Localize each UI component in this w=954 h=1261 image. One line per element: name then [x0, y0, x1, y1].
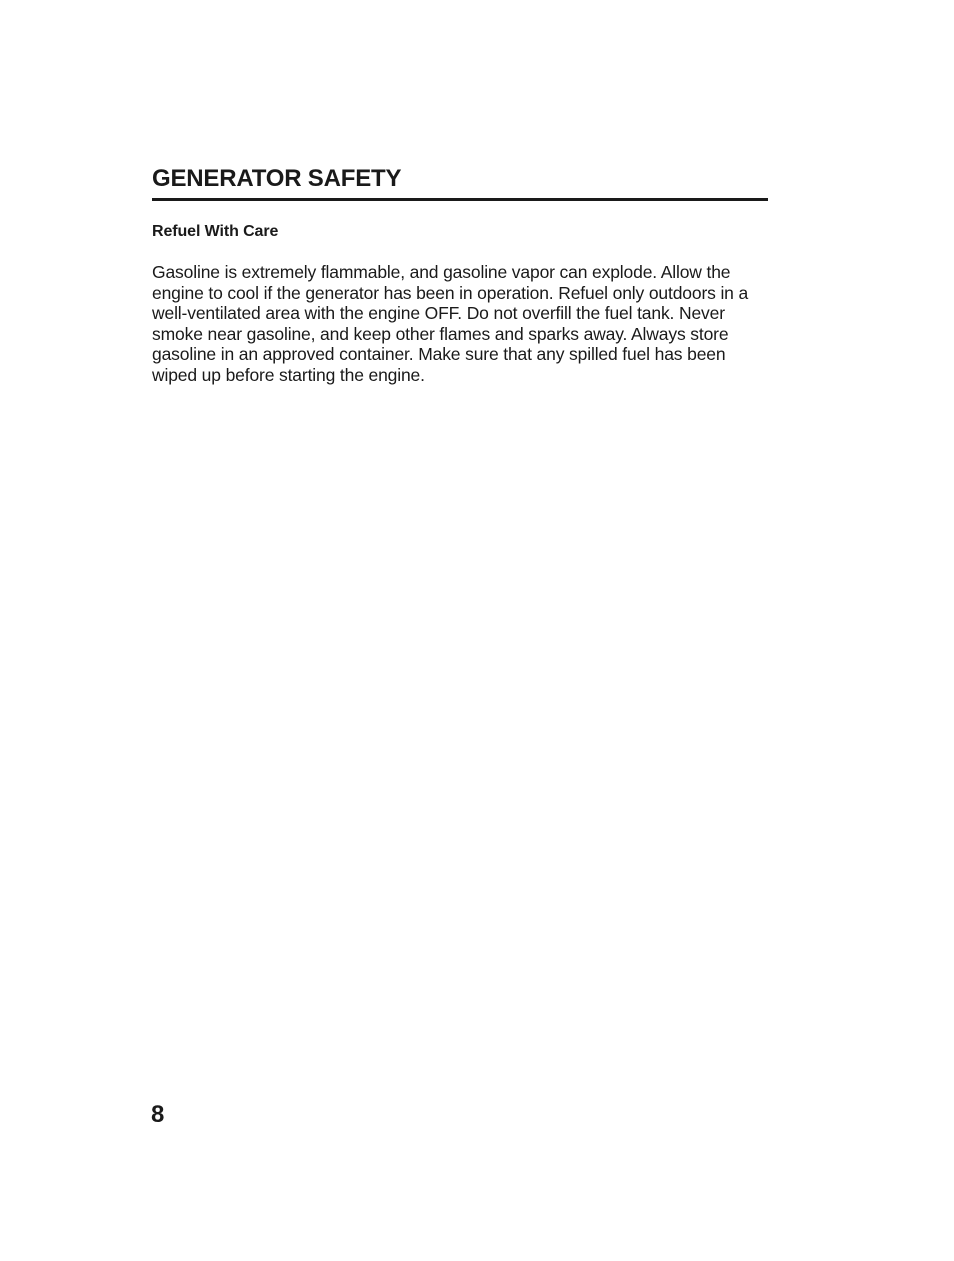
subsection-title: Refuel With Care: [152, 223, 279, 240]
page-number: 8: [151, 1101, 165, 1128]
page-content: [152, 164, 768, 385]
body-paragraph: Gasoline is extremely flammable, and gasoline vapor can explode. Allow the engine to cool if the generator has been in operation. Refuel only outdoors in a well-ventilated area with the engine OFF. Do not overfill the fuel tank. Never smoke near gasoline, and keep other flames and sparks away. Always store gasoline in an approved container. Make sure that any spilled fuel has been wiped up before starting the engine.: [152, 262, 749, 385]
section-title: GENERATOR SAFETY: [152, 164, 768, 201]
